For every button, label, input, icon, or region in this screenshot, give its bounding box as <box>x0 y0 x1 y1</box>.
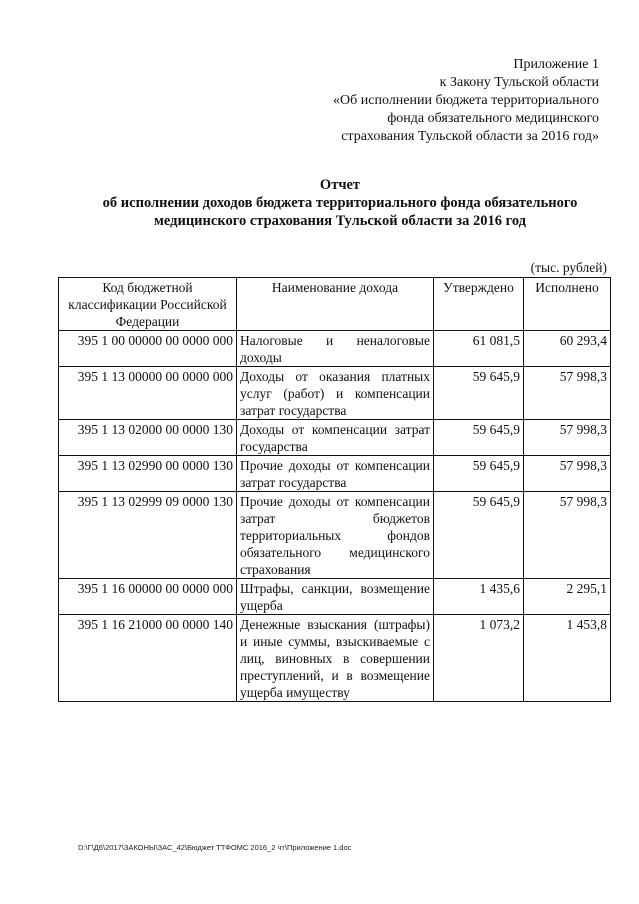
cell-approved: 59 645,9 <box>434 420 524 456</box>
income-table <box>58 277 611 702</box>
appendix-line: фонда обязательного медицинского <box>387 111 599 126</box>
report-subtitle-line: медицинского страхования Тульской области за 2016 год <box>154 213 526 229</box>
report-subtitle-line: об исполнении доходов бюджета территориального фонда обязательного <box>102 195 578 211</box>
header-name: Наименование дохода <box>237 278 434 331</box>
cell-code: 395 1 16 21000 00 0000 140 <box>59 615 237 702</box>
table-row <box>59 456 611 492</box>
cell-name: Штрафы, санкции, возмещение ущерба <box>237 579 434 615</box>
report-title: Отчет <box>319 177 361 193</box>
header-approved: Утверждено <box>434 278 524 331</box>
cell-approved: 59 645,9 <box>434 367 524 420</box>
cell-approved: 59 645,9 <box>434 456 524 492</box>
cell-code: 395 1 16 00000 00 0000 000 <box>59 579 237 615</box>
table-row <box>59 615 611 702</box>
appendix-line: Приложение 1 <box>513 57 599 72</box>
cell-code: 395 1 13 00000 00 0000 000 <box>59 367 237 420</box>
cell-executed: 60 293,4 <box>524 331 611 367</box>
appendix-line: страхования Тульской области за 2016 год» <box>341 129 599 144</box>
cell-name: Доходы от оказания платных услуг (работ) и компенсации затрат государства <box>237 367 434 420</box>
appendix-header <box>279 56 599 146</box>
cell-code: 395 1 00 00000 00 0000 000 <box>59 331 237 367</box>
cell-executed: 57 998,3 <box>524 367 611 420</box>
cell-executed: 57 998,3 <box>524 492 611 579</box>
appendix-line: «Об исполнении бюджета территориального <box>333 93 599 108</box>
cell-code: 395 1 13 02990 00 0000 130 <box>59 456 237 492</box>
cell-executed: 57 998,3 <box>524 420 611 456</box>
cell-name: Прочие доходы от компенсации затрат государства <box>237 456 434 492</box>
file-path-footer: D:\Г\Д6\2017\ЗАКОНЫ\ЗАС_42\Бюджет ТТФОМС 2016_2 чт\Приложение 1.doc <box>78 843 352 852</box>
cell-code: 395 1 13 02000 00 0000 130 <box>59 420 237 456</box>
table-row <box>59 367 611 420</box>
cell-name: Денежные взыскания (штрафы) и иные суммы, взыскиваемые с лиц, виновных в совершении преступлений, и в возмещение ущерба имуществу <box>237 615 434 702</box>
header-executed: Исполнено <box>524 278 611 331</box>
units-label: (тыс. рублей) <box>530 260 607 275</box>
cell-approved: 1 073,2 <box>434 615 524 702</box>
table-row <box>59 579 611 615</box>
table-row <box>59 492 611 579</box>
cell-name: Налоговые и неналоговые доходы <box>237 331 434 367</box>
cell-executed: 2 295,1 <box>524 579 611 615</box>
cell-approved: 1 435,6 <box>434 579 524 615</box>
table-header-row <box>59 278 611 331</box>
table-row <box>59 331 611 367</box>
cell-executed: 57 998,3 <box>524 456 611 492</box>
cell-approved: 61 081,5 <box>434 331 524 367</box>
cell-executed: 1 453,8 <box>524 615 611 702</box>
appendix-line: к Закону Тульской области <box>439 75 599 90</box>
report-title-block <box>40 176 639 230</box>
cell-name: Прочие доходы от компенсации затрат бюджетов территориальных фондов обязательного медицинского страхования <box>237 492 434 579</box>
cell-approved: 59 645,9 <box>434 492 524 579</box>
cell-name: Доходы от компенсации затрат государства <box>237 420 434 456</box>
table-row <box>59 420 611 456</box>
header-code: Код бюджетной классификации Российской Федерации <box>59 278 237 331</box>
cell-code: 395 1 13 02999 09 0000 130 <box>59 492 237 579</box>
